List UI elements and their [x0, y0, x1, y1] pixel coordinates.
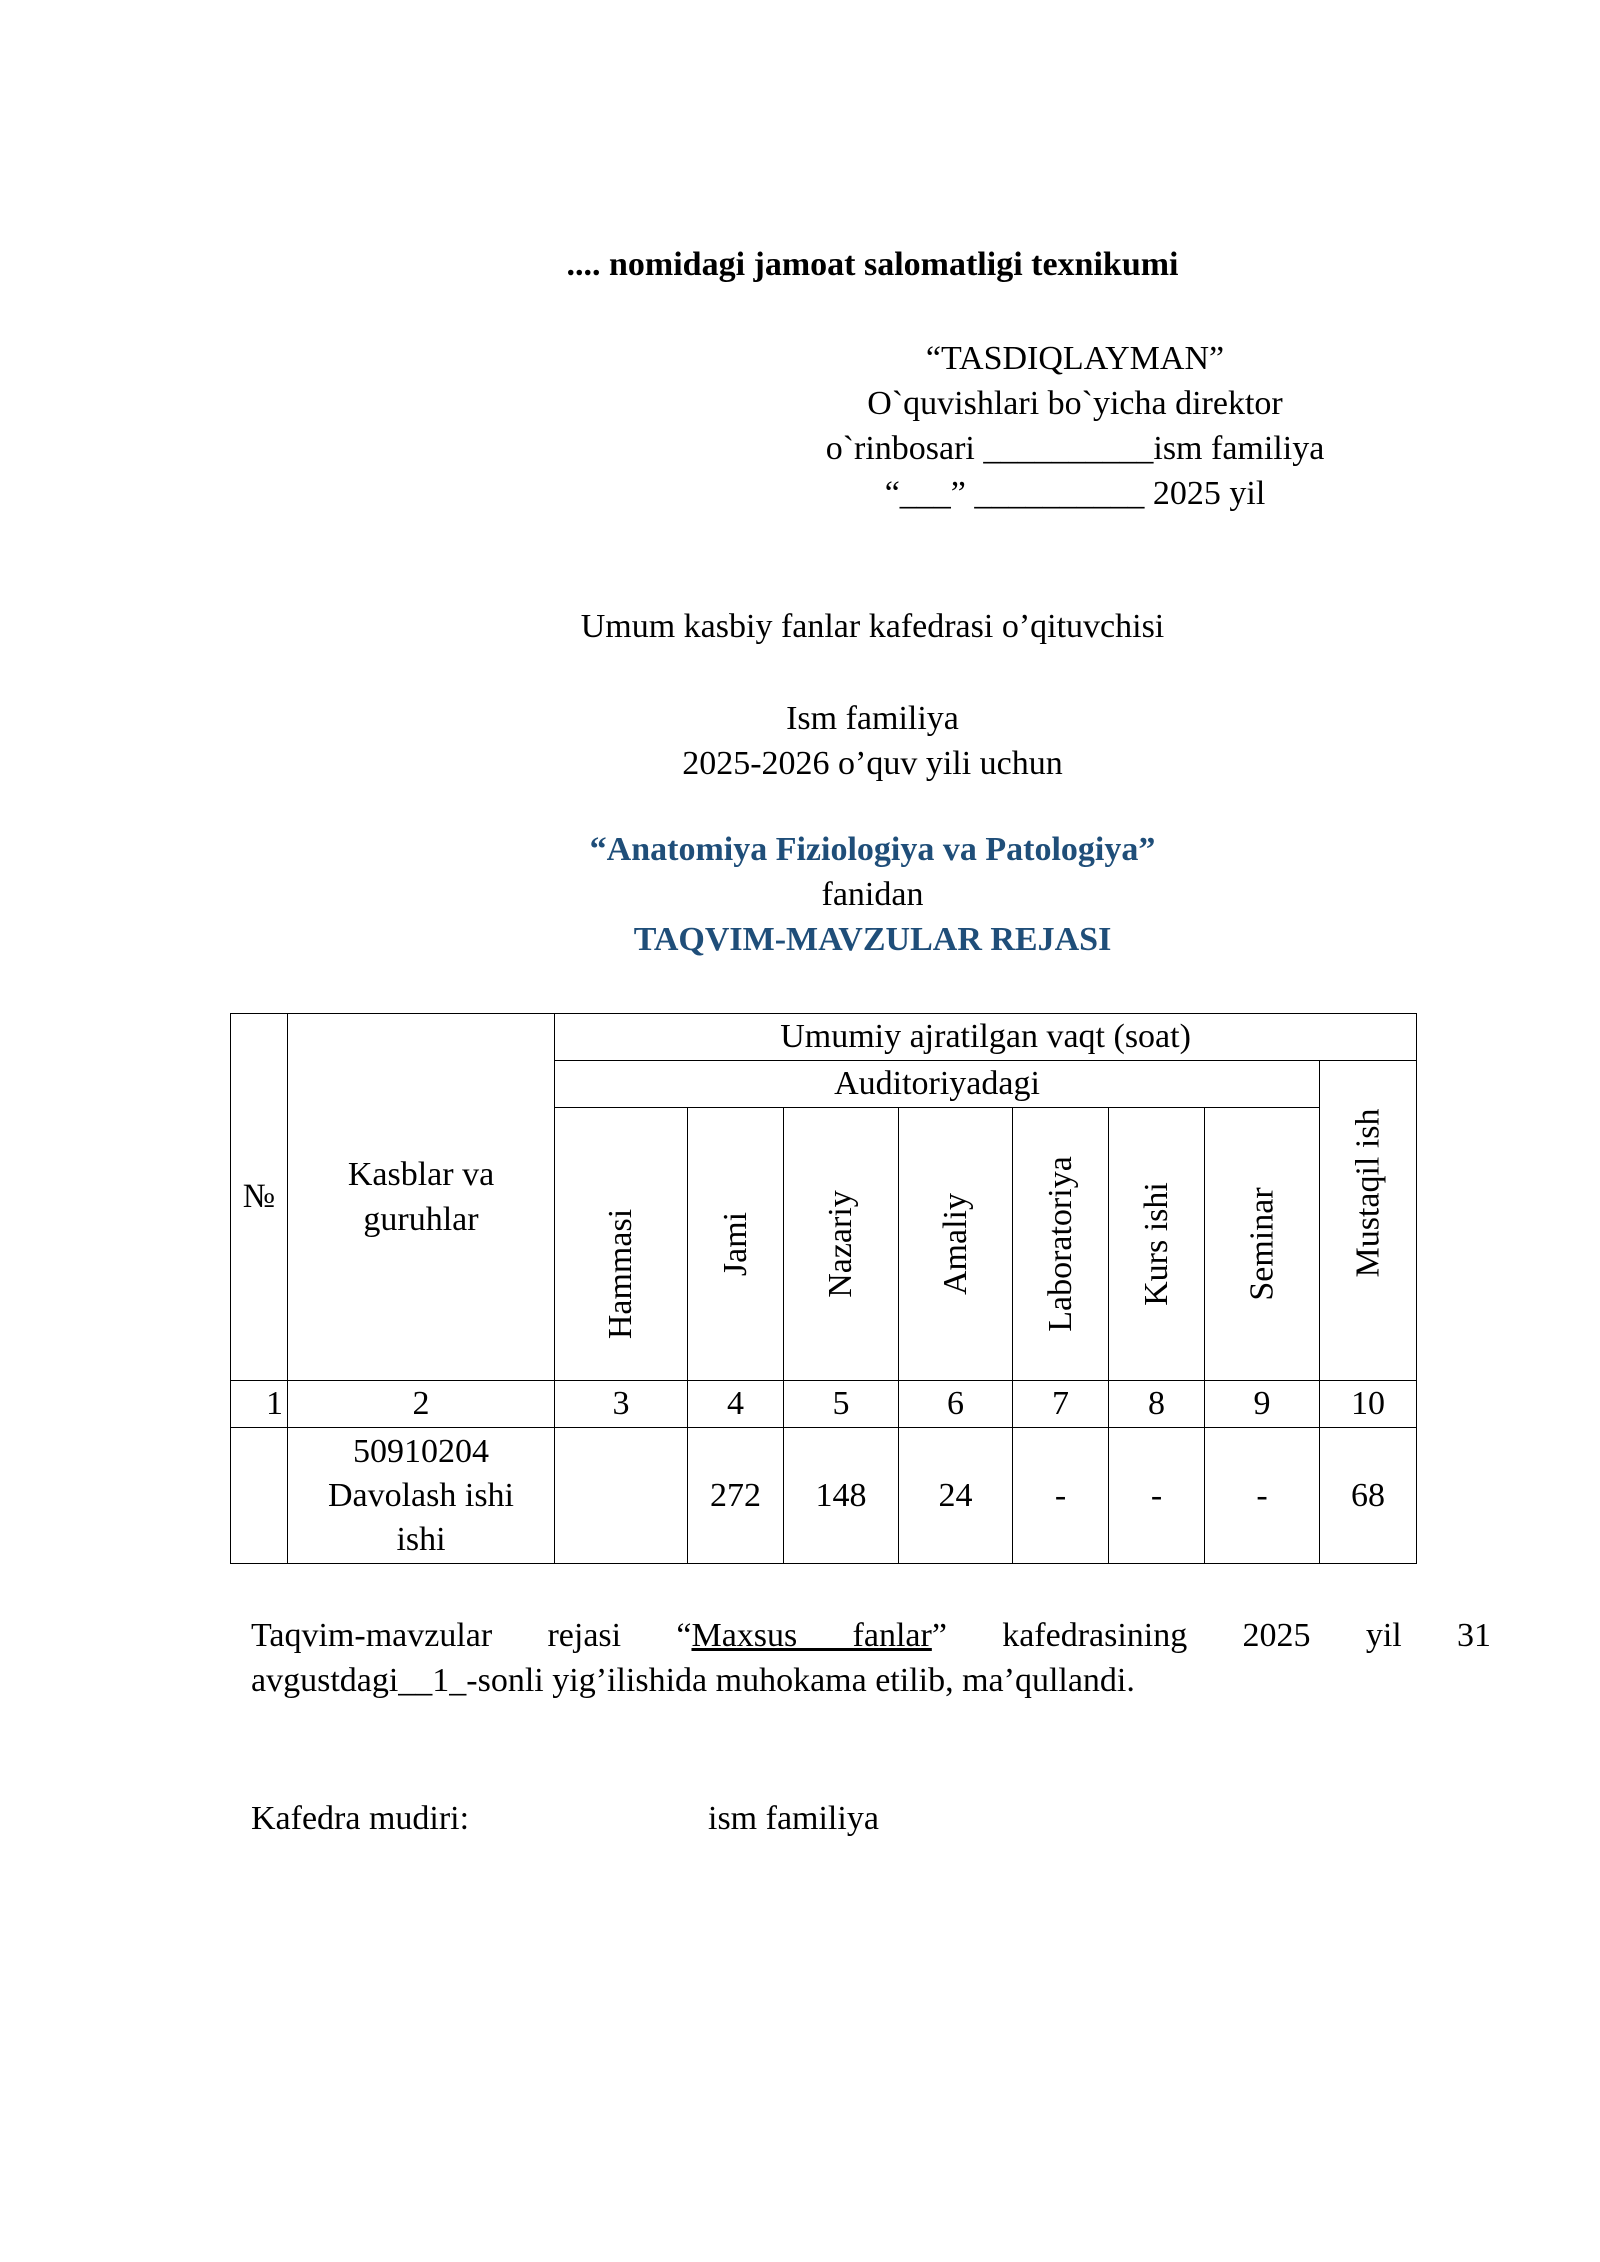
approval-title: “TASDIQLAYMAN”: [925, 340, 1225, 377]
header-auditorium: Auditoriyadagi: [555, 1061, 1320, 1108]
col-number-4: 4: [688, 1381, 784, 1428]
header-kurs-ishi-label: Kurs ishi: [1137, 1182, 1175, 1306]
department-name: Maxsus fanlar: [691, 1617, 932, 1654]
col-number-6: 6: [899, 1381, 1013, 1428]
header-hammasi: [555, 1108, 688, 1381]
col-number-5: 5: [784, 1381, 899, 1428]
header-independent-label: Mustaqil ish: [1349, 1107, 1387, 1278]
header-seminar: [1205, 1108, 1320, 1381]
discussion-text-2: ” kafedrasining 2025 yil 31: [931, 1617, 1491, 1654]
header-jami-label: Jami: [716, 1211, 754, 1277]
discussion-text-1: Taqvim-mavzular rejasi “: [251, 1617, 692, 1654]
col-number-8: 8: [1109, 1381, 1205, 1428]
row-group-name-2: ishi: [396, 1520, 446, 1558]
subject-block: [0, 827, 1600, 962]
row-group-code: 50910204: [353, 1432, 489, 1470]
header-independent-work: [1320, 1061, 1417, 1381]
header-nazariy: [784, 1108, 899, 1381]
row-nazariy: 148: [784, 1428, 899, 1564]
academic-year: 2025-2026 o’quv yili uchun: [682, 745, 1063, 782]
subject-suffix: fanidan: [821, 876, 924, 913]
header-kurs-ishi: [1109, 1108, 1205, 1381]
department-head-signature: [251, 1800, 1251, 1838]
header-groups: Kasblar va guruhlar: [288, 1014, 555, 1381]
discussion-paragraph: [251, 1613, 1491, 1703]
header-laboratoriya-label: Laboratoriya: [1041, 1156, 1079, 1332]
table-row: [231, 1428, 1417, 1564]
row-seminar: -: [1205, 1428, 1320, 1564]
header-nazariy-label: Nazariy: [821, 1190, 859, 1298]
row-amaliy: 24: [899, 1428, 1013, 1564]
approval-line-2: o`rinbosari __________ism familiya: [825, 430, 1325, 467]
col-number-9: 9: [1205, 1381, 1320, 1428]
header-number: №: [231, 1014, 288, 1381]
row-kurs-ishi: -: [1109, 1428, 1205, 1564]
header-laboratoriya: [1013, 1108, 1109, 1381]
row-mustaqil: 68: [1320, 1428, 1417, 1564]
plan-title: TAQVIM-MAVZULAR REJASI: [633, 921, 1112, 958]
approval-line-1: O`quvishlari bo`yicha direktor: [867, 385, 1283, 422]
col-number-10: 10: [1320, 1381, 1417, 1428]
signature-label: Kafedra mudiri:: [251, 1800, 470, 1837]
teacher-block: [0, 696, 1600, 786]
approval-block: [775, 336, 1375, 516]
header-seminar-label: Seminar: [1243, 1187, 1281, 1301]
header-jami: [688, 1108, 784, 1381]
discussion-line-1: [251, 1613, 1491, 1658]
col-number-3: 3: [555, 1381, 688, 1428]
row-number: [231, 1428, 288, 1564]
header-amaliy: [899, 1108, 1013, 1381]
discussion-line-2: avgustdagi__1_-sonli yig’ilishida muhokama etilib, ma’qullandi.: [251, 1662, 1135, 1699]
col-number-1: 1: [231, 1381, 288, 1428]
subject-name: “Anatomiya Fiziologiya va Patologiya”: [589, 831, 1156, 868]
hours-table: [230, 1013, 1417, 1564]
row-hammasi: [555, 1428, 688, 1564]
row-group-name: Davolash ishi: [327, 1476, 515, 1514]
header-hammasi-label: Hammasi: [602, 1208, 640, 1340]
col-number-2: 2: [288, 1381, 555, 1428]
organization-title: .... nomidagi jamoat salomatligi texnikumi: [566, 246, 1179, 283]
col-number-7: 7: [1013, 1381, 1109, 1428]
row-laboratoriya: -: [1013, 1428, 1109, 1564]
teacher-name: Ism familiya: [786, 700, 959, 737]
row-jami: 272: [688, 1428, 784, 1564]
header-total-time: Umumiy ajratilgan vaqt (soat): [555, 1014, 1417, 1061]
department-line: Umum kasbiy fanlar kafedrasi o’qituvchisi: [580, 608, 1165, 645]
approval-line-3: “___” __________ 2025 yil: [884, 475, 1266, 512]
signature-name: ism familiya: [708, 1800, 879, 1837]
header-amaliy-label: Amaliy: [936, 1193, 974, 1295]
row-group: [288, 1428, 555, 1564]
